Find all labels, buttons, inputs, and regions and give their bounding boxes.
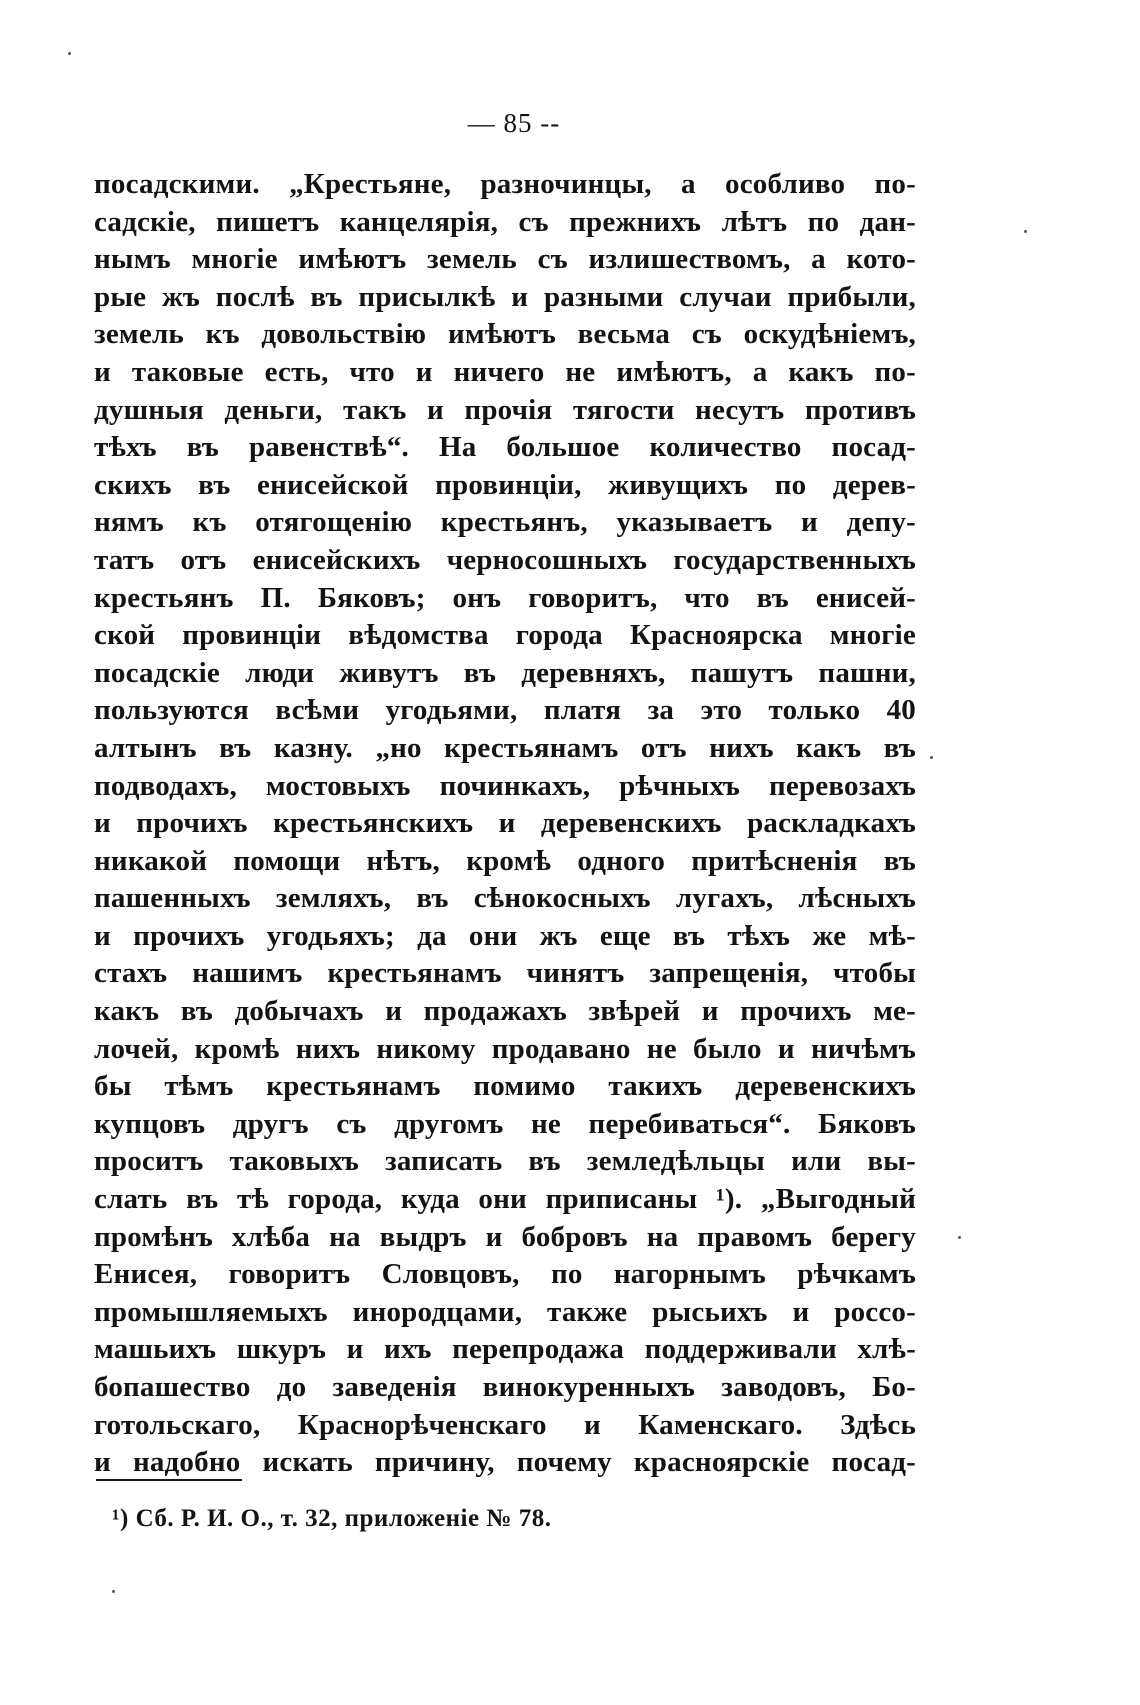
text-line: нямъ къ отягощенiю крестьянъ, указываетъ и депу- (94, 506, 916, 539)
text-line: лочей, кромѣ нихъ никому продавано не было и ничѣмъ (94, 1032, 916, 1065)
page-number: — 85 -- (467, 108, 561, 138)
text-line: и прочихъ угодьяхъ; да они жъ еще въ тѣхъ же мѣ- (94, 919, 916, 952)
text-line: скихъ въ енисейской провинцiи, живущихъ по дерев- (94, 468, 916, 501)
body-text (94, 166, 916, 1482)
text-line: проситъ таковыхъ записать въ земледѣльцы или вы- (94, 1145, 916, 1178)
text-line: нымъ многiе имѣютъ земель съ излишествомъ, а кото- (94, 243, 916, 276)
text-line: какъ въ добычахъ и продажахъ звѣрей и прочихъ ме- (94, 995, 916, 1028)
text-line: пользуются всѣми угодьями, платя за это только 40 (94, 694, 916, 727)
text-line: посадскими. „Крестьяне, разночинцы, а особливо по- (94, 168, 916, 200)
scan-speck (68, 52, 71, 55)
text-line: крестьянъ П. Бяковъ; онъ говоритъ, что въ енисей- (94, 581, 916, 614)
text-line: стахъ нашимъ крестьянамъ чинятъ запрещенiя, чтобы (94, 957, 916, 990)
text-line: промѣнъ хлѣба на выдръ и бобровъ на правомъ берегу (94, 1220, 916, 1253)
text-line: бопашество до заведенiя винокуренныхъ заводовъ, Бо- (94, 1371, 916, 1403)
scan-speck (112, 1590, 115, 1593)
text-line: садскiе, пишетъ канцелярiя, съ прежнихъ лѣтъ по дан- (94, 205, 916, 238)
text-line: посадскiе люди живутъ въ деревняхъ, пашутъ пашни, (94, 656, 916, 689)
text-line: машьихъ шкуръ и ихъ перепродажа поддерживали хлѣ- (94, 1333, 916, 1366)
scan-speck (1024, 230, 1027, 233)
text-line: Енисея, говоритъ Словцовъ, по нагорнымъ рѣчкамъ (94, 1258, 916, 1291)
text-line: и таковые есть, что и ничего не имѣютъ, а какъ по- (94, 355, 916, 388)
scan-speck (930, 756, 933, 759)
text-line: земель къ довольствiю имѣютъ весьма съ оскудѣнiемъ, (94, 318, 916, 351)
text-line: пашенныхъ земляхъ, въ сѣнокосныхъ лугахъ, лѣсныхъ (94, 882, 916, 915)
text-line: рые жъ послѣ въ присылкѣ и разными случаи прибыли, (94, 280, 916, 313)
text-line: алтынъ въ казну. „но крестьянамъ отъ нихъ какъ въ (94, 731, 916, 764)
text-line: промышляемыхъ инородцами, также рысьихъ и россо- (94, 1295, 916, 1328)
footnote: ¹) Сб. Р. И. О., т. 32, приложенiе № 78. (112, 1505, 552, 1532)
text-line: и прочихъ крестьянскихъ и деревенскихъ раскладкахъ (94, 807, 916, 840)
scan-speck (958, 1236, 961, 1239)
text-line: татъ отъ енисейскихъ черносошныхъ государственныхъ (94, 543, 916, 576)
text-line: бы тѣмъ крестьянамъ помимо такихъ деревенскихъ (94, 1070, 916, 1103)
text-line: тѣхъ въ равенствѣ“. На большое количество посад- (94, 431, 916, 464)
footnote-rule (96, 1479, 242, 1481)
text-line: слать въ тѣ города, куда они приписаны ¹). „Выгодный (94, 1183, 916, 1216)
text-line: готольскаго, Краснорѣченскаго и Каменскаго. Здѣсь (94, 1408, 916, 1441)
text-line: душныя деньги, такъ и прочiя тягости несутъ противъ (94, 393, 916, 426)
text-line: и надобно искать причину, почему красноярскiе посад- (94, 1446, 916, 1479)
text-line: ской провинцiи вѣдомства города Красноярска многiе (94, 619, 916, 652)
text-line: подводахъ, мостовыхъ починкахъ, рѣчныхъ перевозахъ (94, 769, 916, 802)
text-line: купцовъ другъ съ другомъ не перебиваться“. Бяковъ (94, 1107, 916, 1140)
text-line: никакой помощи нѣтъ, кромѣ одного притѣсненiя въ (94, 844, 916, 877)
